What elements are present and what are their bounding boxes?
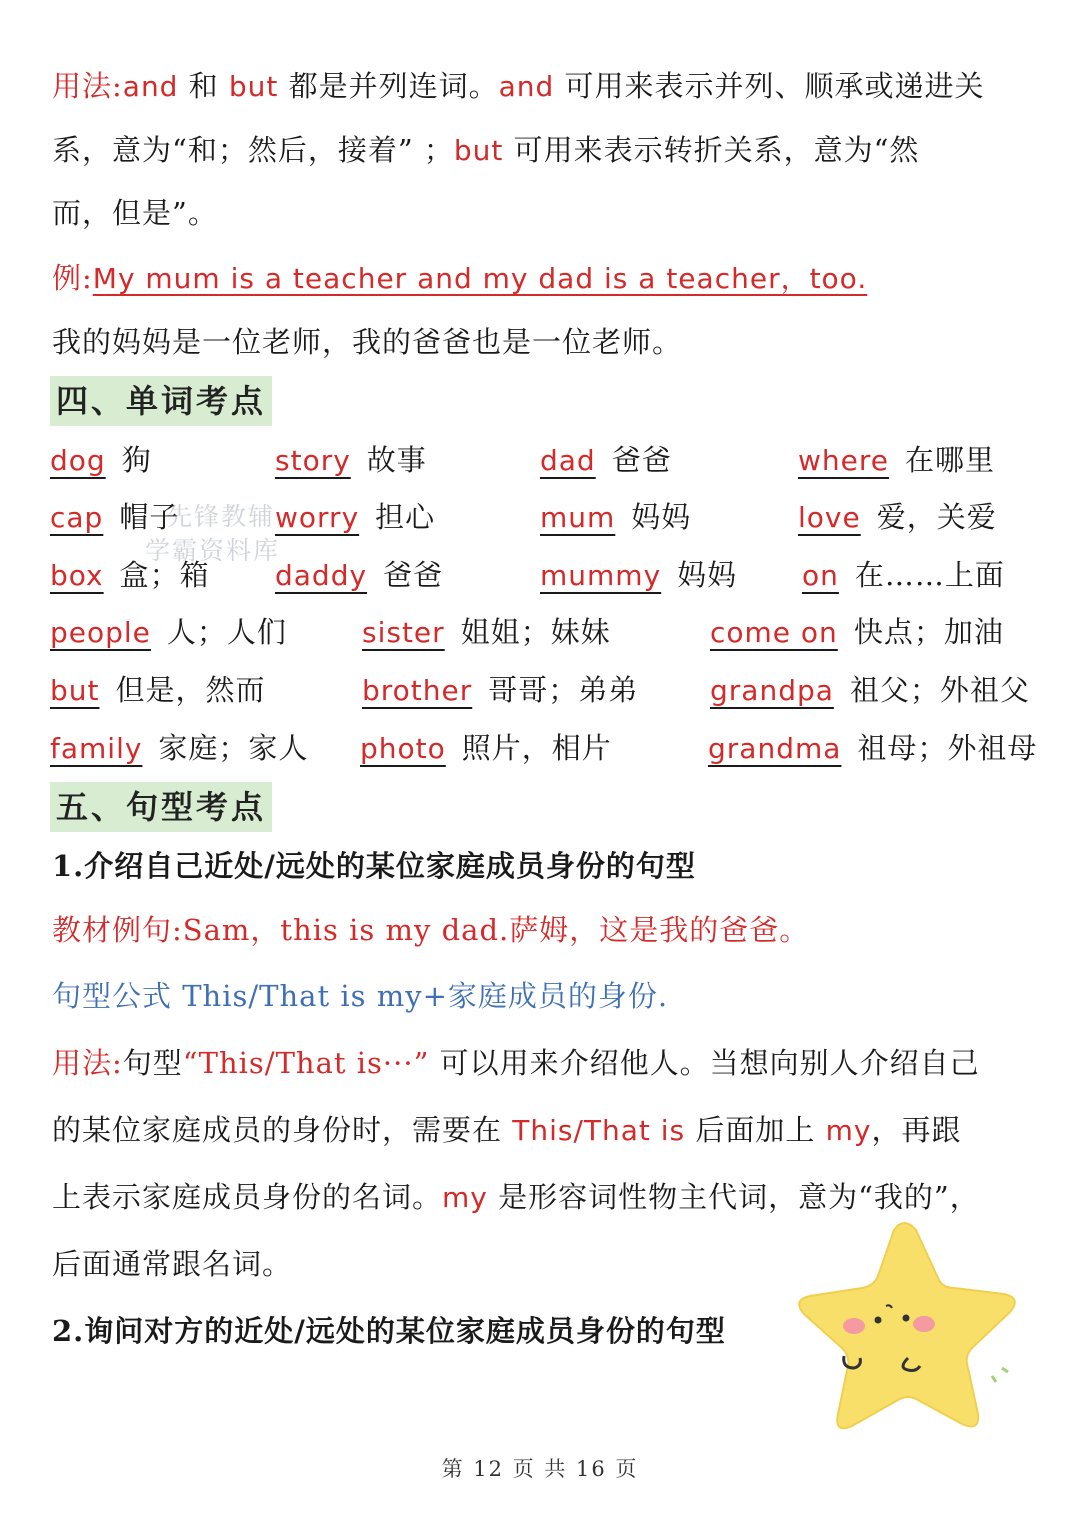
star-mascot-icon bbox=[782, 1208, 1032, 1438]
usage-line-3 bbox=[52, 193, 218, 233]
keyword-but: but bbox=[453, 134, 504, 167]
vocab-item: dog 狗 bbox=[50, 443, 152, 477]
vocab-item: story 故事 bbox=[275, 443, 427, 477]
example-line bbox=[52, 258, 867, 299]
pattern2-heading: 2.询问对方的近处/远处的某位家庭成员身份的句型 bbox=[52, 1314, 726, 1348]
pattern1-heading: 1.介绍自己近处/远处的某位家庭成员身份的句型 bbox=[52, 849, 696, 883]
vocab-item: mum 妈妈 bbox=[540, 500, 692, 534]
pattern1-usage-line-1: 用法:句型“This/That is···” 可以用来介绍他人。当想向别人介绍自己 bbox=[52, 1046, 980, 1080]
vocab-item: daddy 爸爸 bbox=[275, 558, 444, 592]
pattern1-formula: 句型公式 This/That is my+家庭成员的身份. bbox=[52, 979, 669, 1013]
example-label: 例: bbox=[52, 261, 93, 295]
section-title-sentence-patterns: 五、句型考点 bbox=[50, 782, 272, 832]
usage-label: 用法: bbox=[52, 69, 123, 103]
usage-line-1 bbox=[52, 66, 985, 107]
vocab-item: dad 爸爸 bbox=[540, 443, 672, 477]
watermark: 先锋教辅 学霸资料库 bbox=[145, 502, 281, 565]
section-title-vocabulary: 四、单词考点 bbox=[50, 376, 272, 426]
text: 系，意为“和；然后，接着” ； bbox=[52, 133, 454, 167]
vocab-item: box 盒；箱 bbox=[50, 558, 210, 592]
vocab-item: where 在哪里 bbox=[798, 443, 996, 477]
vocab-item: brother 哥哥；弟弟 bbox=[362, 673, 639, 707]
vocab-item: grandpa 祖父；外祖父 bbox=[710, 673, 1030, 707]
vocab-item: grandma 祖母；外祖母 bbox=[708, 731, 1038, 765]
vocab-item: on 在……上面 bbox=[802, 558, 1005, 592]
vocab-item: people 人；人们 bbox=[50, 615, 287, 649]
pattern1-example: 教材例句:Sam，this is my dad.萨姆，这是我的爸爸。 bbox=[52, 913, 810, 947]
keyword-but: but bbox=[228, 70, 279, 103]
text: 而，但是”。 bbox=[52, 196, 218, 230]
vocab-item: but 但是，然而 bbox=[50, 673, 266, 707]
text: 可用来表示并列、顺承或递进关 bbox=[554, 69, 985, 103]
example-sentence: My mum is a teacher and my dad is a teacher，too. bbox=[92, 262, 868, 295]
vocab-item: photo 照片，相片 bbox=[360, 731, 612, 765]
pattern1-usage-line-4: 后面通常跟名词。 bbox=[52, 1247, 293, 1281]
keyword-and: and bbox=[498, 70, 555, 103]
pattern1-usage-line-3: 上表示家庭成员身份的名词。my 是形容词性物主代词，意为“我的”， bbox=[52, 1180, 980, 1214]
example-translation: 我的妈妈是一位老师，我的爸爸也是一位老师。 bbox=[52, 325, 683, 359]
vocab-item: come on 快点；加油 bbox=[710, 615, 1004, 649]
text: 都是并列连词。 bbox=[278, 69, 499, 103]
text: 和 bbox=[178, 69, 229, 103]
vocab-item: worry 担心 bbox=[275, 500, 436, 534]
vocab-item: mummy 妈妈 bbox=[540, 558, 738, 592]
vocab-item: family 家庭；家人 bbox=[50, 731, 309, 765]
page-footer: 第 12 页 共 16 页 bbox=[441, 1457, 639, 1481]
vocab-item: cap 帽子 bbox=[50, 500, 180, 534]
usage-line-2 bbox=[52, 130, 919, 171]
text: 可用来表示转折关系，意为“然 bbox=[503, 133, 920, 167]
keyword-and: and bbox=[122, 70, 179, 103]
vocab-item: love 爱，关爱 bbox=[798, 500, 997, 534]
vocab-item: sister 姐姐；妹妹 bbox=[362, 615, 611, 649]
pattern1-usage-line-2: 的某位家庭成员的身份时，需要在 This/That is 后面加上 my，再跟 bbox=[52, 1113, 962, 1147]
